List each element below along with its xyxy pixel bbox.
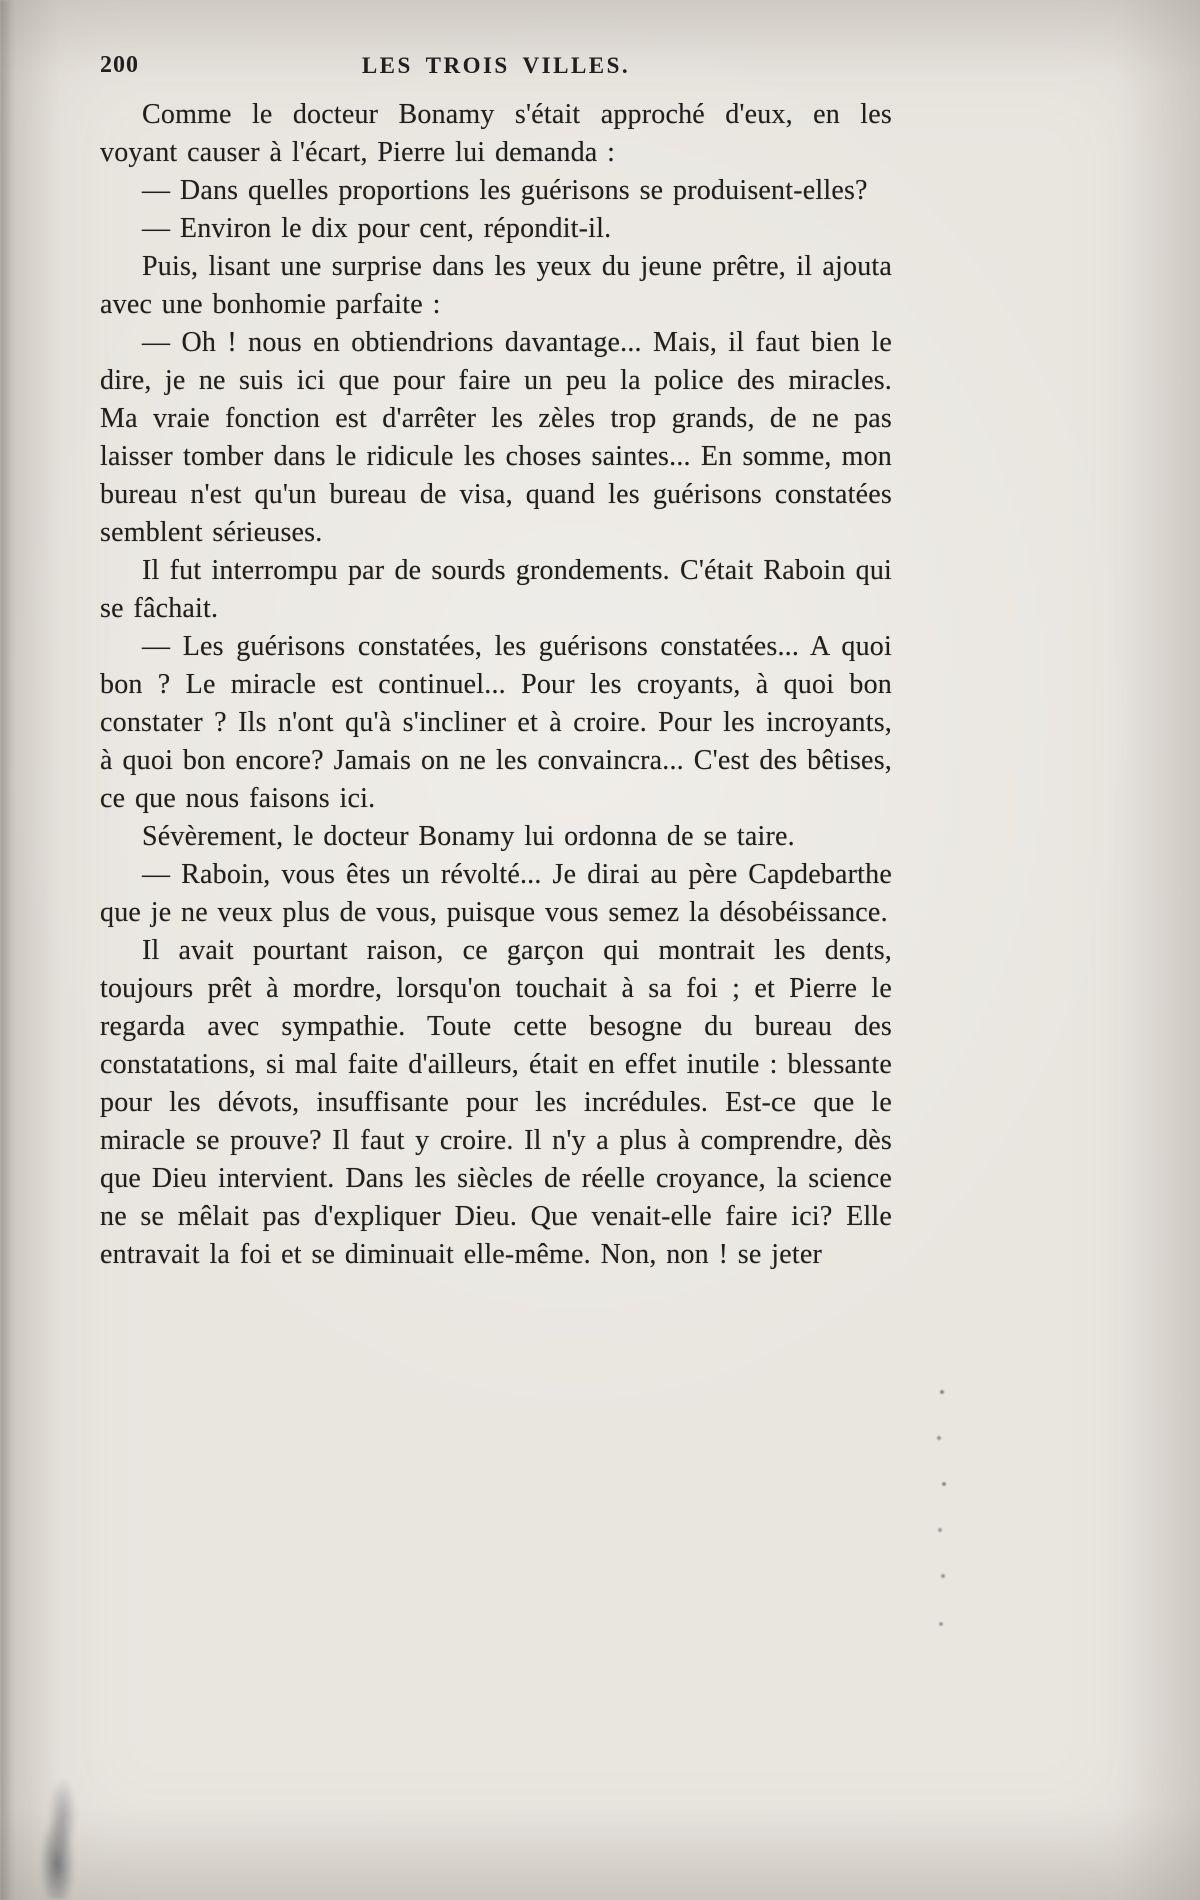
paragraph: Comme le docteur Bonamy s'était approché d'eux, en les voyant causer à l'écart, Pierre lui demanda : — [100, 99, 892, 168]
paragraph: Il avait pourtant raison, ce garçon qui montrait les dents, toujours prêt à mordre, lorsqu'on touchait à sa foi ; et Pierre le regarda avec sympathie. Toute cette besogne du bureau des constatations, si mal faite d'ailleurs, était en effet inutile : blessante pour les dévots, insuffisante pour les incrédules. Est-ce que le miracle se prouve? Il faut y croire. Il n'y a plus à comprendre, dès que Dieu intervient. Dans les siècles de réelle croyance, la science ne se mêlait pas d'expliquer Dieu. Que venait-elle faire ici? Elle entravait la foi et se diminuait elle-même. Non, non ! se jeter — [100, 935, 892, 1270]
paragraph-dialogue: — Environ le dix pour cent, répondit-il. — [142, 213, 612, 244]
paragraph-dialogue: — Oh ! nous en obtiendrions davantage... Mais, il faut bien le dire, je ne suis ici que pour faire un peu la police des miracles. Ma vraie fonction est d'arrêter les zèles trop grands, de ne pas laisser tomber dans le ridicule les choses saintes... En somme, mon bureau n'est qu'un bureau de visa, quand les guérisons constatées semblent sérieuses. — [100, 327, 892, 548]
paragraph-dialogue: — Les guérisons constatées, les guérisons constatées... A quoi bon ? Le miracle est continuel... Pour les croyants, à quoi bon constater ? Ils n'ont qu'à s'incliner et à croire. Pour les incroyants, à quoi bon encore? Jamais on ne les convaincra... C'est des bêtises, ce que nous faisons ici. — [100, 631, 892, 814]
running-head — [100, 52, 892, 86]
paragraph-dialogue: — Dans quelles proportions les guérisons se produisent-elles? — [142, 175, 868, 206]
paragraph: Puis, lisant une surprise dans les yeux du jeune prêtre, il ajouta avec une bonhomie parfaite : — [100, 251, 892, 320]
scan-edge-shadow — [0, 0, 14, 1900]
paragraph-dialogue: — Raboin, vous êtes un révolté... Je dirai au père Capdebarthe que je ne veux plus de vous, puisque vous semez la désobéissance. — [100, 859, 892, 928]
scan-speckles — [934, 1380, 952, 1660]
page-number: 200 — [100, 52, 139, 78]
running-title: LES TROIS VILLES. — [361, 53, 631, 78]
paragraph: Sévèrement, le docteur Bonamy lui ordonna de se taire. — [142, 821, 795, 852]
scan-smudge — [34, 1780, 86, 1900]
body-text — [100, 96, 892, 1274]
paragraph: Il fut interrompu par de sourds grondements. C'était Raboin qui se fâchait. — [100, 555, 892, 624]
